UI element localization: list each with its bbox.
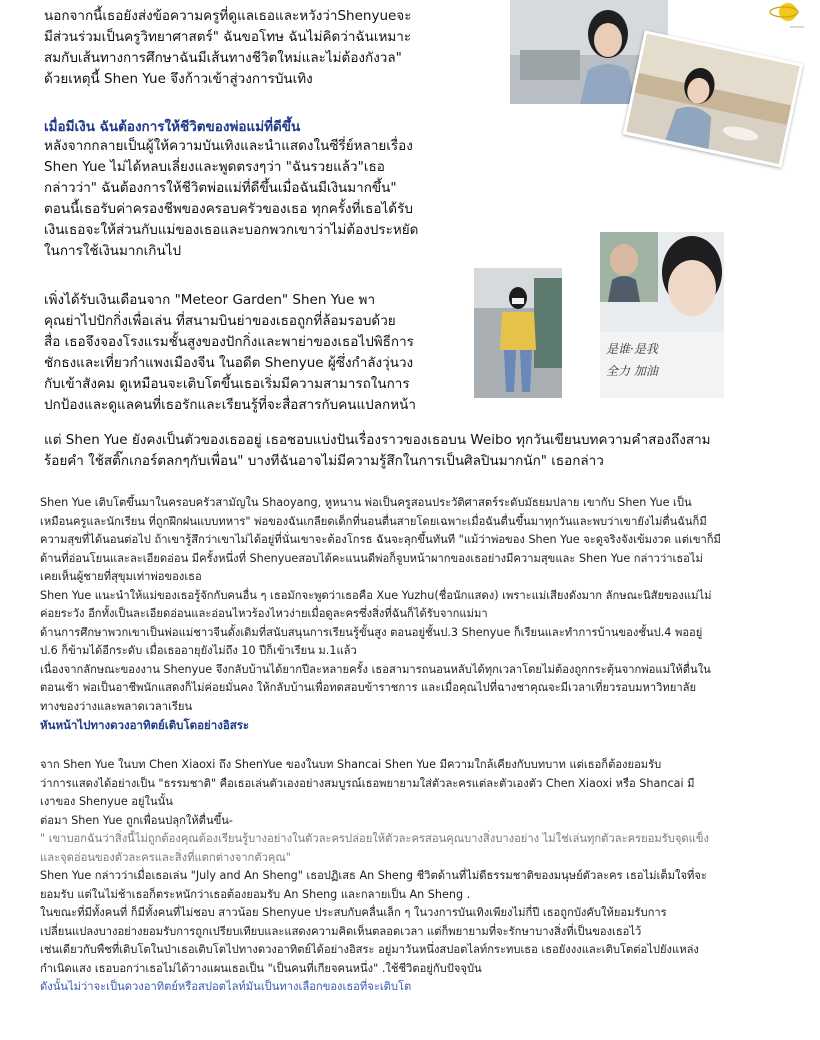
text-line: นอกจากนี้เธอยังส่งข้อความครูที่ดูแลเธอและหวังว่าShenyueจะ (44, 8, 412, 24)
photo-selfie-grandma (600, 232, 724, 398)
photo-portrait-restaurant (623, 30, 803, 167)
text-line: เนื่องจากลักษณะของงาน Shenyue จึงกลับบ้านได้ยากปีละหลายครั้ง เธอสามารถนอนหลับได้ทุกเวลาโดยไม่ต้องถูกกระตุ้นจากพ่อแม่ให้ตื่นใน (40, 662, 711, 676)
text-line: ทางของว่างและพลาดเวลาเรียน (40, 699, 193, 713)
role-paragraph (40, 756, 810, 997)
text-line: ชักธงและเที่ยวกำแพงเมืองจีน ในอดีต Shenyue ผู้ซึ่งกำลังวุ่นวง (44, 355, 414, 371)
text-line: ตอนนี้เธอรับค่าครองชีพของครอบครัวของเธอ ทุกครั้งที่เธอได้รับ (44, 201, 413, 217)
photo-airport (474, 268, 562, 398)
text-line: สมกับเส้นทางการศึกษาฉันมีเส้นทางชีวิตใหม่และไม่ต้องกังวล" (44, 50, 402, 66)
section-heading-money: เมื่อมีเงิน ฉันต้องการให้ชีวิตของพ่อแม่ที่ดีขึ้น (44, 119, 301, 135)
text-line: Shen Yue ไม่ได้หลบเลี่ยงและพูดตรงๆว่า "ฉันรวยแล้ว"เธอ (44, 159, 385, 175)
text-line: ในการใช้เงินมากเกินไป (44, 243, 182, 259)
money-paragraph (44, 136, 474, 262)
section-heading-sun: หันหน้าไปทางดวงอาทิตย์เติบโตอย่างอิสระ (40, 718, 250, 732)
text-line: เหมือนครูและนักเรียน ที่ถูกฝึกฝนแบบทหาร" พ่อของฉันเกลียดเด็กที่นอนตื่นสายโดยเฉพาะเมื่อฉันตื่นขึ้นมาทุกวันและพบว่าเขายังไม่ตื่นฉันก็มี (40, 514, 707, 528)
text-line: ร้อยคำ ใช้สติ๊กเกอร์ตลกๆกับเพื่อน" บางทีฉันอาจไม่มีความรู้สึกในการเป็นศิลปินมากนัก" เธอกล่าว (44, 453, 604, 469)
text-line: เพิ่งได้รับเงินเดือนจาก "Meteor Garden" Shen Yue พา (44, 292, 376, 308)
text-line: เงินเธอจะให้ส่วนกับแม่ของเธอและบอกพวกเขาว่าไม่ต้องประหยัด (44, 222, 419, 238)
text-line: คุณย่าไปปักกิ่งเพื่อเล่น ที่สนามบินย่าของเธอถูกที่ล้อมรอบด้วย (44, 313, 396, 329)
text-line: ค่อยระวัง อีกทั้งเป็นละเอียดอ่อนและอ่อนไหวร้องไหวง่ายเมื่อดูละครซึ่งสิ่งที่ฉันก็ได้รับจากแม่มา (40, 607, 488, 620)
text-line: กล่าวว่า" ฉันต้องการให้ชีวิตพ่อแม่ที่ดีขึ้นเมื่อฉันมีเงินมากขึ้น" (44, 180, 397, 196)
text-line: กำเนิดแสง เธอบอกว่าเธอไม่ได้วางแผนเธอเป็น "เป็นคนที่เกียจคนหนึ่ง" .ใช้ชีวิตอยู่กับปัจจุบัน (40, 961, 482, 975)
text-line: ตอนเช้า พ่อเป็นอาชีพนักแสดงก็ไม่ค่อยมั่นคง ให้กลับบ้านเพื่อทดสอบข้าราชการ และเมื่อคุณไปที่ฉางชาคุณจะมีเวลาเที่ยวรอบมหาวิทยาลัย (40, 681, 697, 694)
text-line: ปกป้องและดูแลคนที่เธอรักและเรียนรู้ที่จะสื่อสารกับคนแปลกหน้า (44, 397, 416, 413)
handwritten-signature: 是谁·是我 全力 加油 (606, 342, 658, 378)
text-line: เปลี่ยนแปลงบางอย่างยอมรับการถูกเปรียบเทียบและแสดงความคิดเห็นตลอดเวลา แต่ก็พยายามที่จะรักษาบางสิ่งที่เป็นของเธอไว้ (40, 924, 642, 938)
text-line: จาก Shen Yue ในบท Chen Xiaoxi ถึง ShenYue ของในบท Shancai Shen Yue มีความใกล้เคียงกับบทบาท แต่เธอก็ต้องยอมรับ (40, 758, 662, 771)
text-line: เช่นเดียวกับพืชที่เติบโตในป่าเธอเติบโตไปทางดวงอาทิตย์ได้อย่างอิสระ อยู่มาวันหนึ่งสปอตไลท์กระทบเธอ เธอยังงงและเติบโตต่อไปยังแหล่ง (40, 943, 699, 956)
family-paragraph (40, 494, 810, 716)
text-line: Shen Yue เติบโตขึ้นมาในครอบครัวสามัญใน Shaoyang, หูหนาน พ่อเป็นครูสอนประวัติศาสตร์ระดับมัธยมปลาย เขากับ Shen Yue เป็น (40, 496, 692, 509)
text-line: ความสุขที่ได้นอนต่อไป ถ้าเขารู้สึกว่าเขาไม่ได้อยู่ที่นั่นเขาจะต้องโกรธ ฉันจะลุกขึ้นทันที "แม้ว่าพ่อของ Shen Yue จะดูจริงจังเข้มงวด แต่เขาก็มี (40, 533, 721, 546)
text-line: ว่าการแสดงได้อย่างเป็น "ธรรมชาติ" คือเธอเล่นตัวเองอย่างสมบูรณ์เธอพยายามใส่ตัวละครแต่ละตัวเองตัว Chen Xiaoxi หรือ Shancai มี (40, 776, 695, 790)
magazine-logo-icon (760, 0, 806, 30)
text-line: ต่อมา Shen Yue ถูกเพื่อนปลุกให้ตื่นขึ้น- (40, 813, 233, 827)
text-line: ด้านการศึกษาพวกเขาเป็นพ่อแม่ชาวจีนดั้งเดิมที่สนับสนุนการเรียนรู้ขั้นสูง ตอนอยู่ชั้นป.3 Shenyue ก็เรียนและทำการบ้านของชั้นป.4 พออยู่ (40, 625, 703, 639)
text-line: ด้านที่อ่อนโยนและละเอียดอ่อน มีครั้งหนึ่งที่ Shenyueสอบได้คะแนนดีพ่อก็จูบหน้าผากของเธอย่างมีความสุขและ Shen Yue กล่าวว่าเธอไม่ (40, 551, 703, 565)
weibo-paragraph (44, 430, 804, 472)
text-line: มีส่วนร่วมเป็นครูวิทยาศาสตร์" ฉันขอโทษ ฉันไม่คิดว่าฉันเหมาะ (44, 29, 412, 45)
intro-paragraph (44, 6, 464, 90)
text-line: ด้วยเหตุนี้ Shen Yue จึงก้าวเข้าสู่วงการบันเทิง (44, 71, 313, 87)
quote-line: และจุดอ่อนของตัวละครและสิ่งที่แตกต่างจากตัวคุณ" (40, 850, 291, 864)
text-line: แต่ Shen Yue ยังคงเป็นตัวของเธออยู่ เธอชอบแบ่งปันเรื่องราวของเธอบน Weibo ทุกวันเขียนบทความคำสองถึงสาม (44, 432, 711, 448)
text-line: หลังจากกลายเป็นผู้ให้ความบันเทิงและนำแสดงในซีรี่ย์หลายเรื่อง (44, 138, 413, 154)
text-line: ในขณะที่มีทั้งคนที่ ก็มีทั้งคนที่ไม่ชอบ สาวน้อย Shenyue ประสบกับคลื่นเล็ก ๆ ในวงการบันเทิงเพียงไม่กี่ปี เธอถูกบังคับให้ยอมรับการ (40, 906, 667, 919)
text-line: Shen Yue แนะนำให้แม่ของเธอรู้จักกับคนอื่น ๆ เธอมักจะพูดว่าเธอคือ Xue Yuzhu(ชื่อนักแสดง) เพราะแม่เสียงดังมาก ลักษณะนิสัยของแม่ไม่ (40, 588, 712, 602)
text-line: Shen Yue กล่าวว่าเมื่อเธอเล่น "July and An Sheng" เธอปฏิเสธ An Sheng ชีวิตด้านที่ไม่ดีธรรมชาติของมนุษย์ตัวละคร เธอไม่เต็มใจที่จะ (40, 869, 707, 882)
quote-line: " เขาบอกฉันว่าสิ่งนี้ไม่ถูกต้องคุณต้องเรียนรู้บางอย่างในตัวละครปล่อยให้ตัวละครสอนคุณบางสิ่งบางอย่าง ไม่ใช่เล่นทุกตัวละครยอมรับจุดแข็ง (40, 832, 709, 845)
text-line: เงาของ Shenyue อยู่ในนั้น (40, 795, 173, 808)
text-line: กับเข้าสังคม ดูเหมือนจะเติบโตขึ้นเธอเริ่มมีความสามารถในการ (44, 376, 410, 392)
text-line: ยอมรับ แต่ในไม่ช้าเธอก็ตระหนักว่าเธอต้องยอมรับ An Sheng และกลายเป็น An Sheng . (40, 887, 471, 901)
closing-line: ดังนั้นไม่ว่าจะเป็นดวงอาทิตย์หรือสปอตไลท์มันเป็นทางเลือกของเธอที่จะเติบโต (40, 980, 412, 993)
text-line: เคยเห็นผู้ชายที่สุขุมเท่าพ่อของเธอ (40, 570, 202, 583)
meteor-garden-paragraph (44, 290, 464, 416)
text-line: สื่อ เธอจึงจองโรงแรมชั้นสูงของปักกิ่งและพาย่าของเธอไปพิธีการ (44, 334, 414, 350)
text-line: ป.6 ก็ข้ามได้อีกระดับ เมื่อเธออายุยังไม่ถึง 10 ปีก็เข้าเรียน ม.1แล้ว (40, 644, 357, 657)
